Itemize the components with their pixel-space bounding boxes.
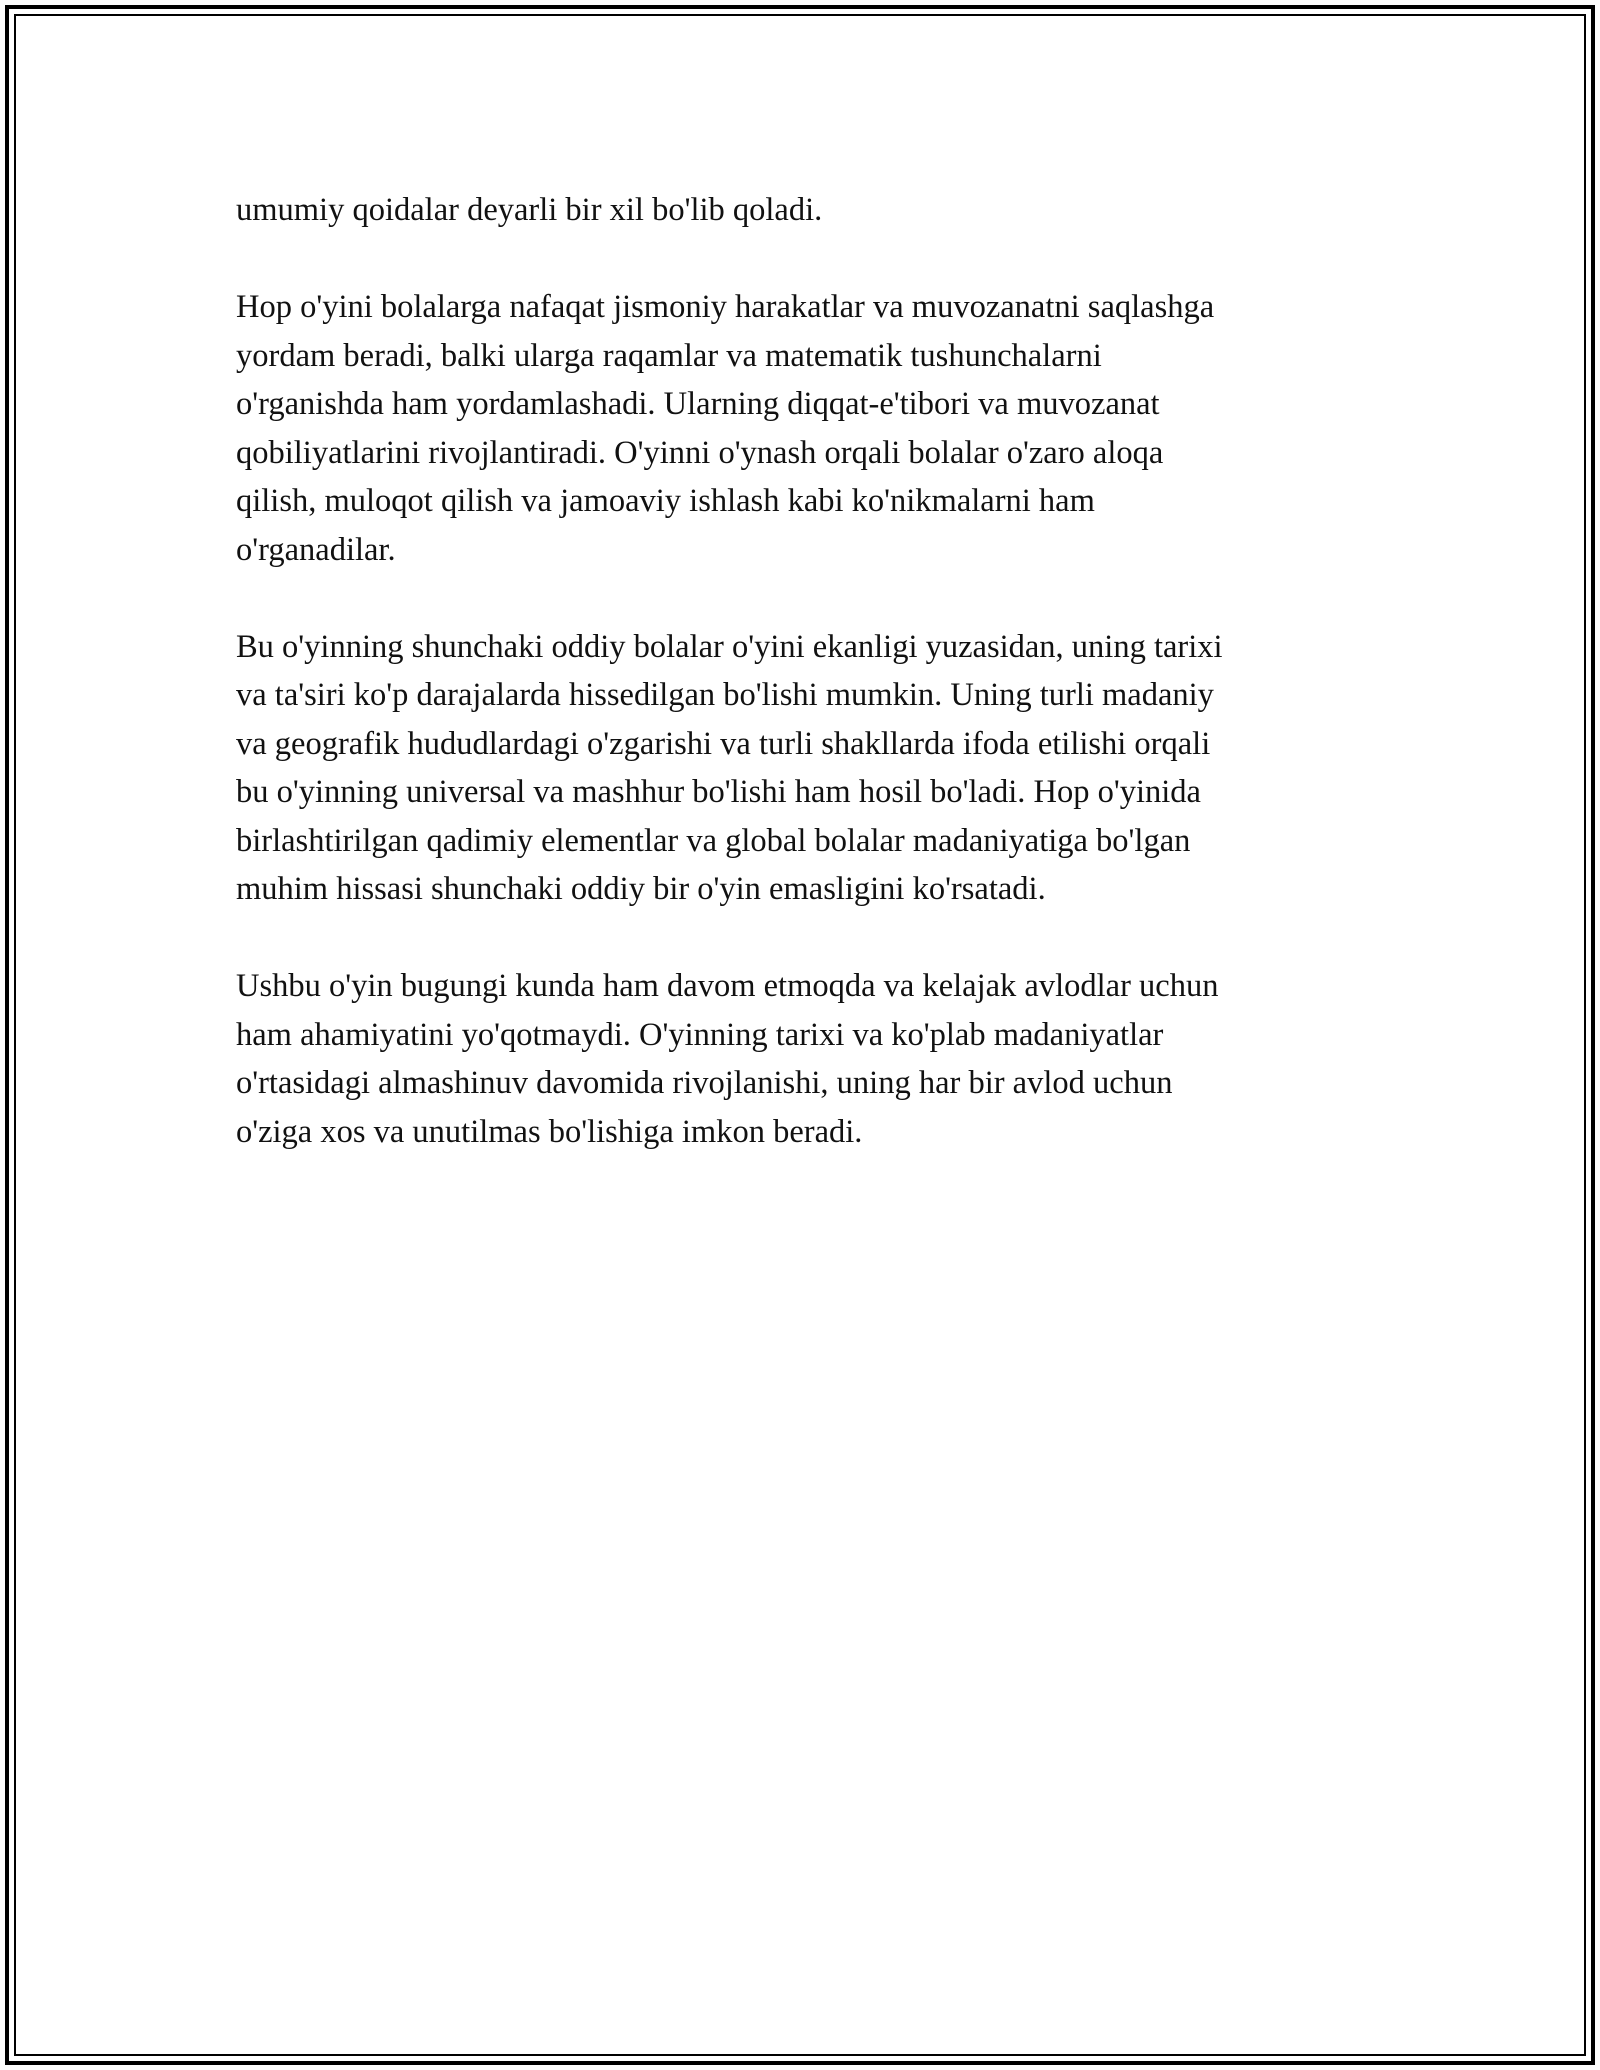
text-line: bu o'yinning universal va mashhur bo'lishi ham hosil bo'ladi. Hop o'yinida <box>236 774 1201 810</box>
paragraph <box>236 962 1366 1156</box>
paragraph <box>236 283 1366 574</box>
document-body <box>236 186 1366 1205</box>
text-line: o'ziga xos va unutilmas bo'lishiga imkon beradi. <box>236 1113 863 1150</box>
paragraph <box>236 186 1366 235</box>
text-line: umumiy qoidalar deyarli bir xil bo'lib qoladi. <box>236 192 823 228</box>
text-line: o'rganadilar. <box>236 531 396 568</box>
text-line: yordam beradi, balki ularga raqamlar va matematik tushunchalarni <box>236 337 1102 374</box>
text-line: ham ahamiyatini yo'qotmaydi. O'yinning tarixi va ko'plab madaniyatlar <box>236 1016 1164 1053</box>
paragraph <box>236 623 1366 914</box>
text-line: va ta'siri ko'p darajalarda hissedilgan bo'lishi mumkin. Uning turli madaniy <box>236 677 1214 713</box>
text-line: o'rtasidagi almashinuv davomida rivojlanishi, uning har bir avlod uchun <box>236 1065 1173 1101</box>
text-line: o'rganishda ham yordamlashadi. Ularning diqqat-e'tibori va muvozanat <box>236 386 1160 422</box>
text-line: va geografik hududlardagi o'zgarishi va turli shakllarda ifoda etilishi orqali <box>236 725 1211 762</box>
text-line: qilish, muloqot qilish va jamoaviy ishlash kabi ko'nikmalarni ham <box>236 483 1095 519</box>
text-line: Hop o'yini bolalarga nafaqat jismoniy harakatlar va muvozanatni saqlashga <box>236 289 1215 325</box>
text-line: Bu o'yinning shunchaki oddiy bolalar o'yini ekanligi yuzasidan, uning tarixi <box>236 628 1223 665</box>
text-line: birlashtirilgan qadimiy elementlar va global bolalar madaniyatiga bo'lgan <box>236 822 1191 859</box>
text-line: qobiliyatlarini rivojlantiradi. O'yinni o'ynash orqali bolalar o'zaro aloqa <box>236 434 1164 471</box>
text-line: muhim hissasi shunchaki oddiy bir o'yin emasligini ko'rsatadi. <box>236 871 1046 907</box>
text-line: Ushbu o'yin bugungi kunda ham davom etmoqda va kelajak avlodlar uchun <box>236 968 1219 1004</box>
